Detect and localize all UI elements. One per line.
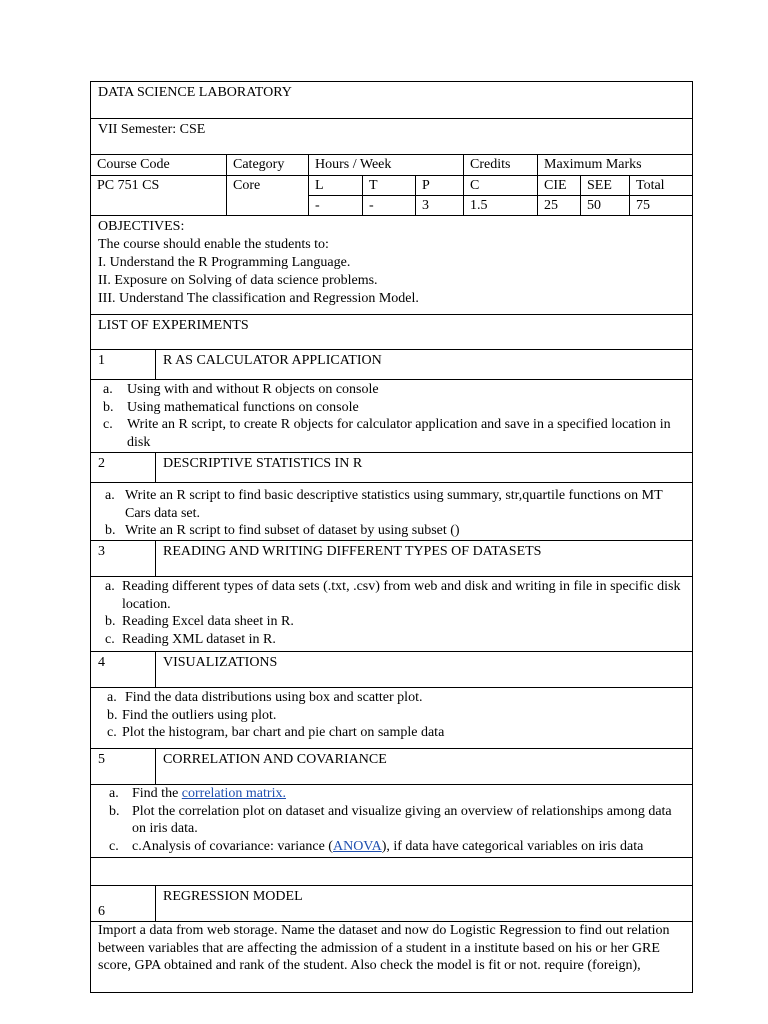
course-info-grid	[91, 154, 692, 215]
objectives-section	[91, 215, 692, 314]
experiment-header	[91, 452, 692, 482]
list-item: b. Plot the correlation plot on dataset and visualize giving an overview of relationships among data on iris data.	[109, 803, 672, 836]
experiment-items	[91, 687, 692, 748]
semester-row	[91, 118, 692, 154]
list-item: b. Reading Excel data sheet in R.	[105, 614, 294, 629]
label-CIE: CIE	[538, 175, 581, 195]
list-item: c. Plot the histogram, bar chart and pie chart on sample data	[107, 725, 445, 740]
semester-label: VII Semester: CSE	[98, 122, 206, 137]
experiment-title: VISUALIZATIONS	[163, 655, 278, 670]
experiment-title: READING AND WRITING DIFFERENT TYPES OF DATASETS	[163, 544, 542, 559]
list-item: c. Reading XML dataset in R.	[105, 631, 276, 647]
experiment-body	[91, 921, 692, 992]
experiment-title: R AS CALCULATOR APPLICATION	[163, 353, 382, 368]
list-item: b. Using mathematical functions on console	[103, 399, 359, 415]
syllabus-table	[90, 81, 693, 993]
item-text: c.Analysis of covariance: variance (	[132, 838, 333, 854]
experiment-header	[91, 349, 692, 379]
value-C: 1.5	[464, 195, 538, 215]
experiment-items	[91, 784, 692, 857]
experiment-title: DESCRIPTIVE STATISTICS IN R	[163, 456, 363, 471]
list-item: c. c.Analysis of covariance: variance (ANOVA), if data have categorical variables on iris data	[109, 838, 644, 854]
course-title-row	[91, 82, 692, 118]
list-heading: LIST OF EXPERIMENTS	[98, 318, 249, 333]
course-code-value: PC 751 CS	[91, 175, 227, 215]
experiment-number: 3	[91, 541, 156, 576]
experiment-items	[91, 482, 692, 540]
label-C: C	[464, 175, 538, 195]
list-item: a. Write an R script to find basic descriptive statistics using summary, str,quartile functions on MT Cars data set.	[105, 488, 663, 521]
list-item: c. Write an R script, to create R objects for calculator application and save in a specified location in disk	[103, 417, 671, 450]
category-value: Core	[227, 175, 309, 215]
anova-link[interactable]: ANOVA	[332, 838, 382, 854]
experiment-items	[91, 576, 692, 651]
value-L: -	[309, 195, 363, 215]
value-P: 3	[416, 195, 464, 215]
experiment-number: 6	[91, 886, 156, 921]
header-hours-week: Hours / Week	[309, 155, 464, 175]
header-course-code: Course Code	[91, 155, 227, 175]
list-item: a. Find the data distributions using box and scatter plot.	[107, 690, 423, 705]
label-P: P	[416, 175, 464, 195]
spacer-row	[91, 857, 692, 885]
list-item: b. Write an R script to find subset of dataset by using subset ()	[105, 523, 460, 538]
label-SEE: SEE	[581, 175, 630, 195]
value-CIE: 25	[538, 195, 581, 215]
list-item: b. Find the outliers using plot.	[107, 707, 277, 723]
list-item: a. Reading different types of data sets (.txt, .csv) from web and disk and writing in file in specific disk location.	[105, 579, 681, 612]
objective-line: The course should enable the students to:	[98, 237, 329, 252]
item-text: ), if data have categorical variables on iris data	[381, 838, 644, 854]
item-text: Find the	[132, 786, 182, 801]
value-SEE: 50	[581, 195, 630, 215]
value-T: -	[363, 195, 416, 215]
correlation-matrix-link[interactable]: correlation matrix.	[181, 786, 286, 801]
experiment-header	[91, 885, 692, 921]
list-heading-row	[91, 314, 692, 349]
label-Total: Total	[630, 175, 692, 195]
experiment-number: 4	[91, 652, 156, 687]
value-Total: 75	[630, 195, 692, 215]
experiment-title: REGRESSION MODEL	[163, 889, 303, 904]
regression-description: Import a data from web storage. Name the dataset and now do Logistic Regression to find out relation between variables that are affecting the admission of a student in a institute based on his or her GRE score, GPA obtained and rank of the student. Also check the model is fit or not. require (foreign),	[98, 923, 670, 973]
label-T: T	[363, 175, 416, 195]
list-item: a. Find the correlation matrix.	[109, 786, 286, 801]
experiment-number: 1	[91, 350, 156, 379]
objective-line: I. Understand the R Programming Language.	[98, 255, 351, 270]
label-L: L	[309, 175, 363, 195]
objective-line: III. Understand The classification and Regression Model.	[98, 291, 419, 306]
objective-line: II. Exposure on Solving of data science problems.	[98, 273, 378, 288]
experiment-title: CORRELATION AND COVARIANCE	[163, 752, 387, 767]
header-credits: Credits	[464, 155, 538, 175]
experiment-header	[91, 748, 692, 784]
header-category: Category	[227, 155, 309, 175]
experiment-number: 5	[91, 749, 156, 784]
course-title: DATA SCIENCE LABORATORY	[98, 85, 292, 100]
experiment-header	[91, 540, 692, 576]
list-item: a. Using with and without R objects on console	[103, 382, 379, 397]
objectives-heading: OBJECTIVES:	[98, 219, 185, 234]
header-maximum-marks: Maximum Marks	[544, 157, 642, 172]
experiment-number: 2	[91, 453, 156, 482]
experiment-items	[91, 379, 692, 452]
experiment-header	[91, 651, 692, 687]
